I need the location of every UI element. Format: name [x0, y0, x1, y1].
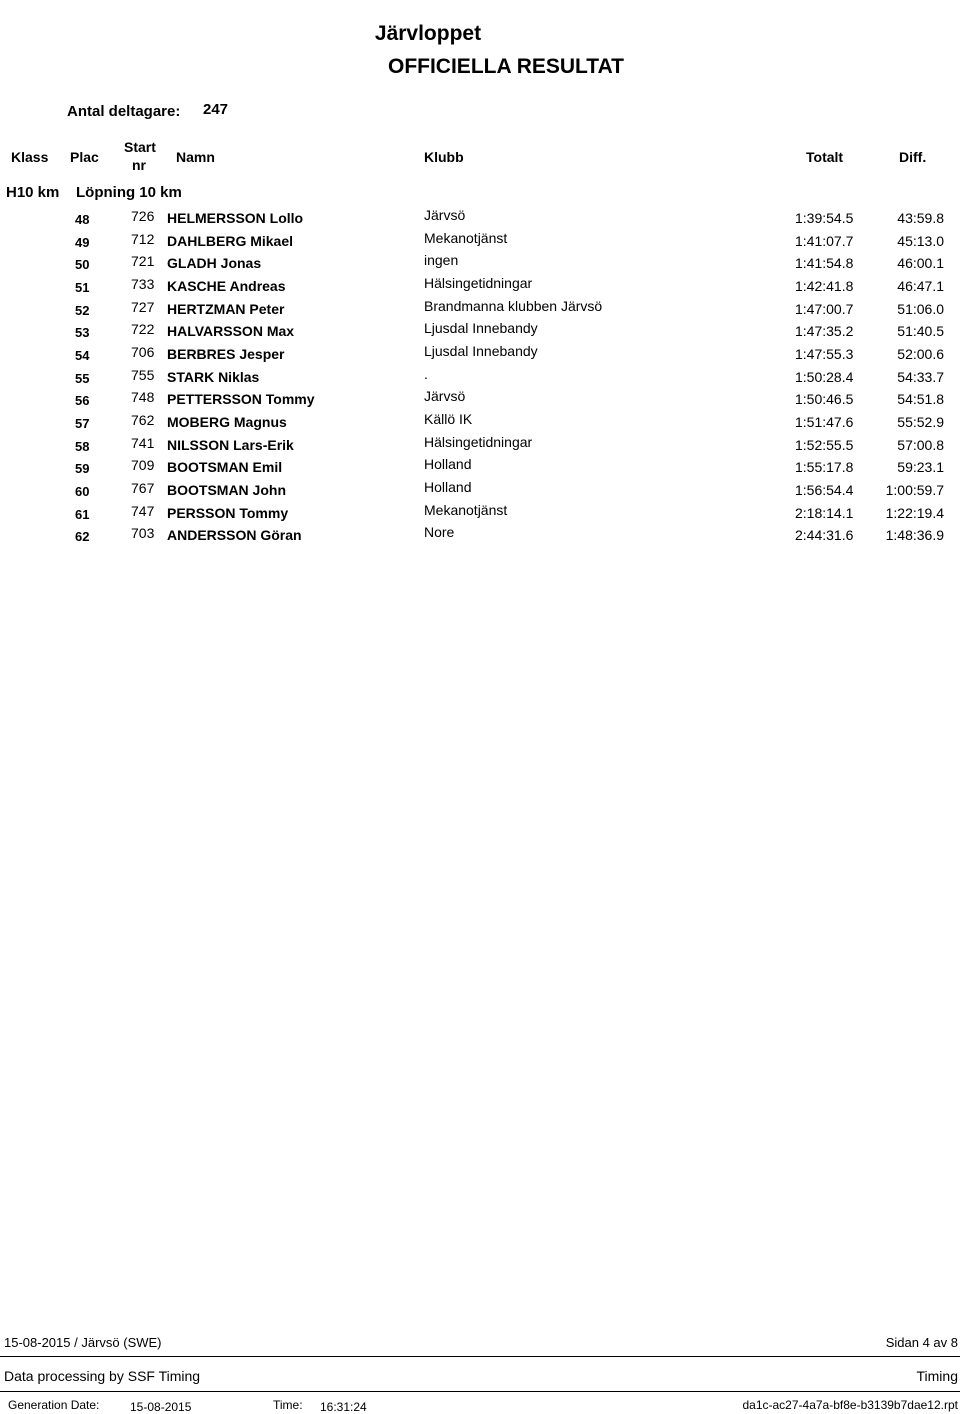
footer-time-label: Time: — [273, 1398, 303, 1412]
cell-plac: 51 — [75, 280, 90, 295]
column-header-diff: Diff. — [899, 149, 927, 165]
column-header-plac: Plac — [70, 149, 99, 165]
cell-start-nr: 712 — [131, 231, 155, 247]
cell-diff: 45:13.0 — [897, 233, 944, 249]
cell-plac: 54 — [75, 348, 90, 363]
cell-start-nr: 722 — [131, 321, 155, 337]
cell-total: 1:52:55.5 — [795, 437, 854, 453]
cell-club: Brandmanna klubben Järvsö — [424, 298, 603, 314]
cell-diff: 1:22:19.4 — [885, 505, 944, 521]
section-title: Löpning 10 km — [76, 184, 182, 201]
table-row — [0, 411, 960, 434]
cell-diff: 1:00:59.7 — [885, 482, 944, 498]
cell-total: 1:47:55.3 — [795, 346, 854, 362]
cell-total: 1:51:47.6 — [795, 414, 854, 430]
cell-diff: 59:23.1 — [897, 459, 944, 475]
footer-brand: Timing — [916, 1368, 958, 1384]
cell-total: 1:42:41.8 — [795, 278, 854, 294]
column-header-start: Start — [124, 139, 156, 155]
cell-name: HELMERSSON Lollo — [167, 210, 304, 226]
cell-diff: 51:40.5 — [897, 323, 944, 339]
cell-plac: 62 — [75, 529, 90, 544]
cell-name: STARK Niklas — [167, 369, 260, 385]
cell-start-nr: 727 — [131, 299, 155, 315]
cell-total: 1:56:54.4 — [795, 482, 854, 498]
table-row — [0, 343, 960, 366]
cell-diff: 55:52.9 — [897, 414, 944, 430]
cell-start-nr: 748 — [131, 389, 155, 405]
cell-club: Järvsö — [424, 388, 466, 404]
cell-start-nr: 706 — [131, 344, 155, 360]
cell-total: 1:50:46.5 — [795, 391, 854, 407]
cell-plac: 58 — [75, 439, 90, 454]
cell-start-nr: 755 — [131, 367, 155, 383]
cell-start-nr: 747 — [131, 503, 155, 519]
cell-name: PERSSON Tommy — [167, 505, 289, 521]
table-row — [0, 275, 960, 298]
table-row — [0, 479, 960, 502]
cell-plac: 60 — [75, 484, 90, 499]
column-header-totalt: Totalt — [806, 149, 844, 165]
table-row — [0, 524, 960, 547]
cell-total: 1:47:35.2 — [795, 323, 854, 339]
document-title: Järvloppet — [374, 22, 482, 45]
cell-plac: 56 — [75, 393, 90, 408]
footer-divider-bottom — [0, 1391, 960, 1392]
cell-start-nr: 733 — [131, 276, 155, 292]
column-header-namn: Namn — [176, 149, 215, 165]
table-row — [0, 456, 960, 479]
table-row — [0, 502, 960, 525]
cell-start-nr: 741 — [131, 435, 155, 451]
cell-start-nr: 726 — [131, 208, 155, 224]
section-klass: H10 km — [6, 184, 60, 201]
cell-diff: 57:00.8 — [897, 437, 944, 453]
cell-start-nr: 703 — [131, 525, 155, 541]
cell-plac: 59 — [75, 461, 90, 476]
cell-start-nr: 762 — [131, 412, 155, 428]
table-row — [0, 207, 960, 230]
table-row — [0, 388, 960, 411]
cell-name: BOOTSMAN John — [167, 482, 286, 498]
cell-name: PETTERSSON Tommy — [167, 391, 315, 407]
cell-name: BOOTSMAN Emil — [167, 459, 283, 475]
cell-club: Hälsingetidningar — [424, 434, 533, 450]
cell-total: 1:39:54.5 — [795, 210, 854, 226]
cell-club: Holland — [424, 479, 472, 495]
participants-value: 247 — [203, 101, 229, 118]
footer-event: 15-08-2015 / Järvsö (SWE) — [4, 1335, 162, 1350]
cell-plac: 48 — [75, 212, 90, 227]
cell-name: NILSSON Lars-Erik — [167, 437, 294, 453]
table-row — [0, 252, 960, 275]
table-row — [0, 320, 960, 343]
table-row — [0, 434, 960, 457]
cell-plac: 49 — [75, 235, 90, 250]
cell-start-nr: 709 — [131, 457, 155, 473]
cell-name: HALVARSSON Max — [167, 323, 295, 339]
column-header-nr: nr — [132, 157, 146, 173]
cell-club: Källö IK — [424, 411, 473, 427]
cell-club: ingen — [424, 252, 459, 268]
cell-club: Hälsingetidningar — [424, 275, 533, 291]
cell-total: 1:47:00.7 — [795, 301, 854, 317]
cell-name: MOBERG Magnus — [167, 414, 287, 430]
table-row — [0, 298, 960, 321]
cell-start-nr: 767 — [131, 480, 155, 496]
cell-name: GLADH Jonas — [167, 255, 262, 271]
table-row — [0, 366, 960, 389]
footer-page-number: Sidan 4 av 8 — [885, 1335, 958, 1350]
footer-processing: Data processing by SSF Timing — [4, 1368, 201, 1384]
footer-time-value: 16:31:24 — [320, 1400, 367, 1414]
footer-generation-date-label: Generation Date: — [8, 1398, 100, 1412]
cell-name: HERTZMAN Peter — [167, 301, 285, 317]
cell-total: 1:50:28.4 — [795, 369, 854, 385]
cell-plac: 52 — [75, 303, 90, 318]
cell-total: 1:55:17.8 — [795, 459, 854, 475]
cell-name: ANDERSSON Göran — [167, 527, 302, 543]
document-subtitle: OFFICIELLA RESULTAT — [387, 55, 625, 78]
cell-club: Holland — [424, 456, 472, 472]
cell-name: DAHLBERG Mikael — [167, 233, 294, 249]
cell-diff: 1:48:36.9 — [885, 527, 944, 543]
cell-diff: 46:47.1 — [897, 278, 944, 294]
cell-diff: 54:51.8 — [897, 391, 944, 407]
cell-plac: 55 — [75, 371, 90, 386]
cell-diff: 43:59.8 — [897, 210, 944, 226]
cell-club: Nore — [424, 524, 455, 540]
cell-total: 1:41:54.8 — [795, 255, 854, 271]
cell-total: 2:44:31.6 — [795, 527, 854, 543]
cell-diff: 54:33.7 — [897, 369, 944, 385]
cell-diff: 46:00.1 — [897, 255, 944, 271]
table-row — [0, 230, 960, 253]
cell-club: Ljusdal Innebandy — [424, 343, 538, 359]
cell-club: Mekanotjänst — [424, 230, 508, 246]
cell-name: BERBRES Jesper — [167, 346, 285, 362]
cell-total: 1:41:07.7 — [795, 233, 854, 249]
cell-plac: 61 — [75, 507, 90, 522]
participants-label: Antal deltagare: — [67, 103, 181, 120]
cell-diff: 51:06.0 — [897, 301, 944, 317]
cell-diff: 52:00.6 — [897, 346, 944, 362]
footer-generation-date-value: 15-08-2015 — [130, 1400, 192, 1414]
cell-plac: 50 — [75, 257, 90, 272]
cell-club: Järvsö — [424, 207, 466, 223]
footer-report-file: da1c-ac27-4a7a-bf8e-b3139b7dae12.rpt — [742, 1398, 958, 1412]
column-header-klass: Klass — [11, 149, 49, 165]
cell-club: . — [424, 366, 428, 382]
column-header-klubb: Klubb — [424, 149, 464, 165]
cell-start-nr: 721 — [131, 253, 155, 269]
cell-total: 2:18:14.1 — [795, 505, 854, 521]
footer-divider-top — [0, 1356, 960, 1357]
cell-name: KASCHE Andreas — [167, 278, 286, 294]
cell-plac: 57 — [75, 416, 90, 431]
cell-plac: 53 — [75, 325, 90, 340]
cell-club: Mekanotjänst — [424, 502, 508, 518]
cell-club: Ljusdal Innebandy — [424, 320, 538, 336]
